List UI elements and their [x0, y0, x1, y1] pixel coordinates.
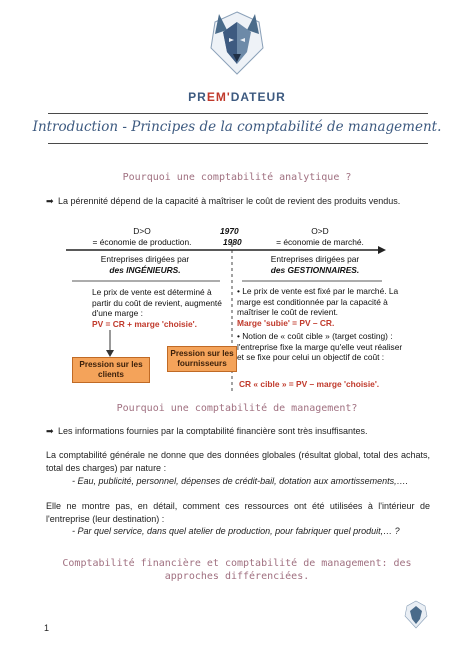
- page-title: Introduction - Principes de la comptabilité de management.: [32, 119, 442, 135]
- page-number: 1: [44, 623, 50, 633]
- title-rule-bottom: [48, 143, 428, 144]
- box-pression-clients: Pression sur les clients: [72, 357, 150, 383]
- box-pression-fournisseurs: Pression sur les fournisseurs: [167, 346, 237, 372]
- section-heading-analytique: Pourquoi une comptabilité analytique ?: [122, 172, 352, 183]
- left-managed: Entreprises dirigées par des INGÉNIEURS.: [100, 254, 190, 275]
- right-managed: Entreprises dirigées par des GESTIONNAIRES.: [270, 254, 360, 275]
- section-heading-management: Pourquoi une comptabilité de management?: [116, 403, 358, 414]
- section-heading-approches: Comptabilité financière et comptabilité de management: des approches différenciées.: [62, 558, 412, 582]
- left-pricing-text: Le prix de vente est déterminé à partir du coût de revient, augmenté d'une marge : PV = CR + marge 'choisie'.: [92, 287, 222, 329]
- list-item-natures: - Eau, publicité, personnel, dépenses de crédit-bail, dotation aux amortissements,….: [72, 476, 409, 486]
- arrow-bullet-icon: ➡: [46, 426, 54, 436]
- paragraph-destination: Elle ne montre pas, en détail, comment ces ressources ont été utilisées à l'intérieur de l'entreprise (leur destination) :: [46, 501, 430, 524]
- diagram-left-top: D>O = économie de production.: [92, 226, 192, 247]
- bullet-informations: ➡ Les informations fournies par la comptabilité financière sont très insuffisantes.: [46, 426, 368, 436]
- right-formula-cible: CR « cible » = PV – marge 'choisie'.: [239, 379, 380, 389]
- bullet-perennite: ➡ La pérennité dépend de la capacité à maîtriser le coût de revient des produits vendus.: [46, 196, 401, 206]
- year-1980: 1980: [223, 237, 242, 247]
- brand-name: PREM'DATEUR: [188, 90, 286, 104]
- list-item-destination: - Par quel service, dans quel atelier de production, pour fabriquer quel produit,… ?: [72, 526, 400, 536]
- title-rule-top: [48, 113, 428, 114]
- paragraph-comptabilite-generale: La comptabilité générale ne donne que des données globales (résultat global, total des achats, total des charges) par nature :: [46, 450, 430, 473]
- arrow-bullet-icon: ➡: [46, 196, 54, 206]
- wolf-logo-icon: [207, 8, 267, 78]
- year-1970: 1970: [220, 226, 239, 236]
- wolf-mini-logo-icon: [403, 598, 429, 632]
- diagram-right-top: O>D = économie de marché.: [276, 226, 364, 247]
- right-pricing-text: • Le prix de vente est fixé par le marché. La marge est conditionnée par la capacité à maîtriser le coût de revient. Marge 'subie' = PV – CR. • Notion de « coût cible » (target costing) : l'entreprise fixe la marge qu'elle veut réaliser et se fixe pour celui un objectif de coût :: [237, 286, 403, 362]
